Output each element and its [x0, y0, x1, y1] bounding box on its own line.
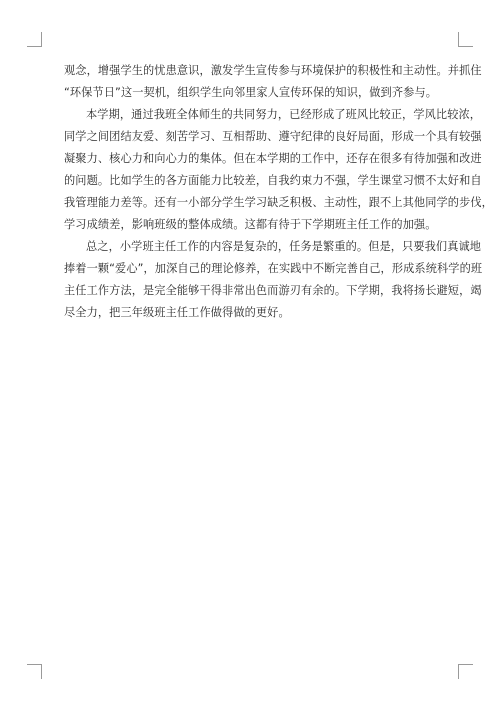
text-line: 本学期，通过我班全体师生的共同努力，已经形成了班风比较正，学风比较浓，: [86, 108, 482, 121]
text-line: “环保节日”这一契机，组织学生向邻里家人宣传环保的知识，做到齐参与。: [64, 86, 437, 99]
text-line: 捧着一颗“爱心”，加深自己的理论修养，在实践中不断完善自己，形成系统科学的班: [64, 262, 483, 275]
crop-mark-top-left: [27, 32, 42, 47]
crop-mark-bottom-right: [458, 664, 473, 679]
text-line: 凝聚力、核心力和向心力的集体。但在本学期的工作中，还存在很多有待加强和改进: [64, 152, 482, 165]
text-line: 学习成绩差，影响班级的整体成绩。这都有待于下学期班主任工作的加强。: [64, 218, 437, 231]
paragraph-2: [64, 107, 493, 232]
crop-mark-bottom-left: [27, 664, 42, 679]
crop-mark-top-right: [458, 32, 473, 47]
text-line: 尽全力，把三年级班主任工作做得做的更好。: [64, 306, 290, 319]
text-line: 同学之间团结友爱、刻苦学习、互相帮助、遵守纪律的良好局面，形成一个具有较强: [64, 130, 482, 143]
paragraph-1: [64, 63, 482, 100]
text-line: 总之，小学班主任工作的内容是复杂的，任务是繁重的。但是，只要我们真诚地: [86, 240, 482, 253]
paragraph-3: [64, 239, 483, 320]
document-body: [64, 63, 493, 327]
text-line: 主任工作方法，是完全能够干得非常出色而游刃有余的。下学期，我将扬长避短，竭: [64, 284, 482, 297]
text-line: 我管理能力差等。还有一小部分学生学习缺乏积极、主动性，跟不上其他同学的步伐，: [64, 196, 493, 209]
text-line: 的问题。比如学生的各方面能力比较差，自我约束力不强，学生课堂习惯不太好和自: [64, 174, 482, 187]
text-line: 观念，增强学生的忧患意识，激发学生宣传参与环境保护的积极性和主动性。并抓住: [64, 64, 482, 77]
